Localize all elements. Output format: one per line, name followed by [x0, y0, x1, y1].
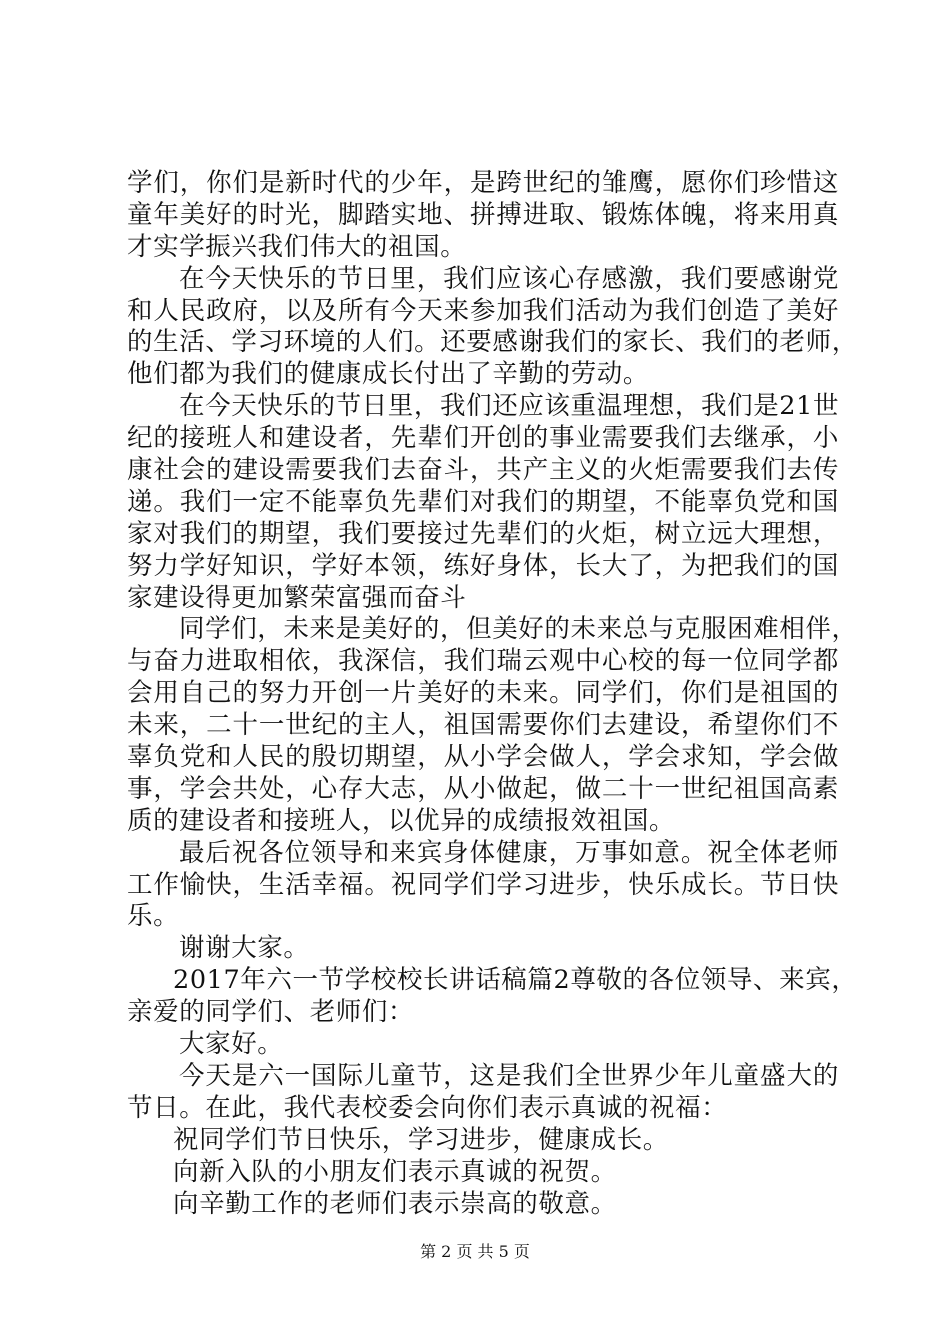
text-line: 递。我们一定不能辜负先辈们对我们的期望，不能辜负党和国 [127, 486, 839, 517]
text-line: 在今天快乐的节日里，我们还应该重温理想，我们是21世 [179, 391, 840, 422]
text-line: 会用自己的努力开创一片美好的未来。同学们，你们是祖国的 [127, 678, 839, 709]
text-line: 与奋力进取相依，我深信，我们瑞云观中心校的每一位同学都 [127, 646, 839, 677]
text-line: 事，学会共处，心存大志，从小做起，做二十一世纪祖国高素 [127, 773, 839, 804]
text-line: 学们，你们是新时代的少年，是跨世纪的雏鹰，愿你们珍惜这 [127, 168, 839, 198]
text-line: 工作愉快，生活幸福。祝同学们学习进步，快乐成长。节日快 [127, 869, 839, 900]
text-line: 家建设得更加繁荣富强而奋斗 [127, 582, 467, 613]
text-line: 辜负党和人民的殷切期望，从小学会做人，学会求知，学会做 [127, 742, 839, 773]
text-line: 大家好。 [179, 1029, 284, 1060]
text-line: 童年美好的时光，脚踏实地、拼搏进取、锻炼体魄，将来用真 [127, 199, 839, 230]
text-line: 未来，二十一世纪的主人，祖国需要你们去建设，希望你们不 [127, 710, 839, 741]
text-line: 2017年六一节学校校长讲话稿篇2尊敬的各位领导、来宾， [173, 965, 858, 996]
text-line: 向辛勤工作的老师们表示崇高的敬意。 [173, 1188, 617, 1219]
text-line: 今天是六一国际儿童节，这是我们全世界少年儿童盛大的 [179, 1060, 839, 1091]
text-line: 质的建设者和接班人，以优异的成绩报效祖国。 [127, 805, 676, 836]
text-line: 康社会的建设需要我们去奋斗，共产主义的火炬需要我们去传 [127, 455, 839, 486]
text-line: 在今天快乐的节日里，我们应该心存感激，我们要感谢党 [179, 263, 839, 294]
text-line: 祝同学们节日快乐，学习进步，健康成长。 [173, 1124, 669, 1155]
document-body [127, 168, 858, 1220]
text-line: 家对我们的期望，我们要接过先辈们的火炬，树立远大理想， [127, 518, 839, 549]
text-line: 同学们，未来是美好的，但美好的未来总与克服困难相伴， [179, 614, 858, 645]
text-line: 的生活、学习环境的人们。还要感谢我们的家长、我们的老师， [127, 327, 858, 358]
text-line: 最后祝各位领导和来宾身体健康，万事如意。祝全体老师 [179, 837, 839, 868]
text-line: 纪的接班人和建设者，先辈们开创的事业需要我们去继承，小 [127, 423, 839, 454]
text-line: 努力学好知识，学好本领，练好身体，长大了，为把我们的国 [127, 550, 839, 581]
text-line: 和人民政府，以及所有今天来参加我们活动为我们创造了美好 [127, 295, 839, 326]
text-line: 节日。在此，我代表校委会向你们表示真诚的祝福： [127, 1092, 728, 1123]
text-line: 才实学振兴我们伟大的祖国。 [127, 231, 467, 262]
text-line: 亲爱的同学们、老师们： [127, 997, 415, 1028]
page-footer: 第 2 页 共 5 页 [420, 1242, 530, 1261]
text-line: 他们都为我们的健康成长付出了辛勤的劳动。 [127, 359, 650, 390]
text-line: 谢谢大家。 [179, 933, 310, 964]
text-line: 乐。 [127, 901, 180, 932]
text-line: 向新入队的小朋友们表示真诚的祝贺。 [173, 1156, 617, 1187]
